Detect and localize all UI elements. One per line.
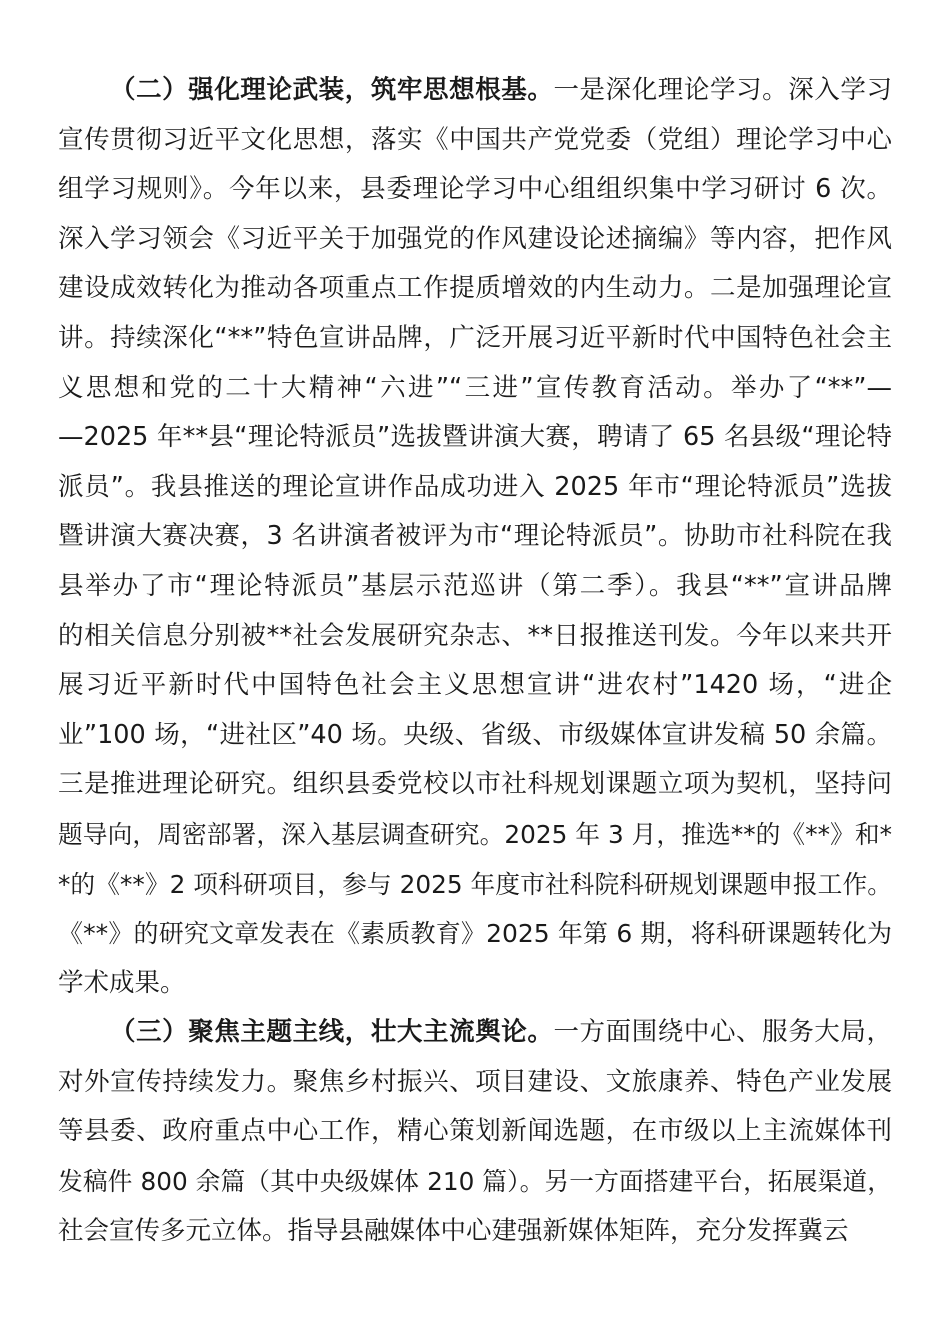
- body-text: 一方面围绕中心、服务大局，: [553, 1017, 892, 1048]
- body-line: 建设成效转化为推动各项重点工作提质增效的内生动力。二是加强理论宣: [58, 273, 892, 304]
- body-line: —2025 年**县“理论特派员”选拔暨讲演大赛，聘请了 65 名县级“理论特: [58, 422, 892, 453]
- body-line: 深入学习领会《习近平关于加强党的作风建设论述摘编》等内容，把作风: [58, 223, 892, 254]
- body-line: 义思想和党的二十大精神“六进”“三进”宣传教育活动。举办了“**”—: [58, 372, 892, 403]
- body-line: 《**》的研究文章发表在《素质教育》2025 年第 6 期，将科研课题转化为: [58, 919, 892, 949]
- body-line: 讲。持续深化“**”特色宣讲品牌，广泛开展习近平新时代中国特色社会主: [58, 322, 892, 353]
- section-3-heading: （三）聚焦主题主线，壮大主流舆论。: [110, 1017, 554, 1048]
- body-line: 三是推进理论研究。组织县委党校以市社科规划课题立项为契机，坚持问: [58, 769, 892, 800]
- body-line: 等县委、政府重点中心工作，精心策划新闻选题，在市级以上主流媒体刊: [58, 1116, 892, 1147]
- body-line: 的相关信息分别被**社会发展研究杂志、**日报推送刊发。今年以来共开: [58, 620, 892, 651]
- body-line: 派员”。我县推送的理论宣讲作品成功进入 2025 年市“理论特派员”选拔: [58, 471, 892, 502]
- body-line: 社会宣传多元立体。指导县融媒体中心建强新媒体矩阵，充分发挥冀云: [58, 1215, 849, 1246]
- section-3-paragraph: [58, 1008, 892, 1256]
- body-line: 业”100 场，“进社区”40 场。央级、省级、市级媒体宣讲发稿 50 余篇。: [58, 719, 892, 750]
- body-line: 发稿件 800 余篇（其中央级媒体 210 篇）。另一方面搭建平台，拓展渠道，: [58, 1167, 892, 1197]
- body-text: 一是深化理论学习。深入学习: [553, 75, 892, 105]
- body-line: 宣传贯彻习近平文化思想，落实《中国共产党党委（党组）理论学习中心: [58, 124, 892, 155]
- body-line: 组学习规则》。今年以来，县委理论学习中心组组织集中学习研讨 6 次。: [58, 174, 892, 205]
- section-2-heading: （二）强化理论武装，筑牢思想根基。: [110, 75, 554, 105]
- body-line: 暨讲演大赛决赛，3 名讲演者被评为市“理论特派员”。协助市社科院在我: [58, 521, 892, 552]
- body-line: 学术成果。: [58, 967, 186, 998]
- body-line: 县举办了市“理论特派员”基层示范巡讲（第二季）。我县“**”宣讲品牌: [58, 570, 892, 601]
- section-3-first-line: [58, 1008, 892, 1058]
- section-2-first-line: [58, 66, 892, 116]
- body-line: 对外宣传持续发力。聚焦乡村振兴、项目建设、文旅康养、特色产业发展: [58, 1066, 892, 1097]
- document-page: [58, 66, 892, 1256]
- body-line: *的《**》2 项科研项目，参与 2025 年度市社科院科研规划课题申报工作。: [58, 869, 892, 899]
- section-2-paragraph: [58, 66, 892, 1008]
- body-line: 题导向，周密部署，深入基层调查研究。2025 年 3 月，推选**的《**》和*: [58, 819, 892, 849]
- body-line: 展习近平新时代中国特色社会主义思想宣讲“进农村”1420 场，“进企: [58, 670, 892, 701]
